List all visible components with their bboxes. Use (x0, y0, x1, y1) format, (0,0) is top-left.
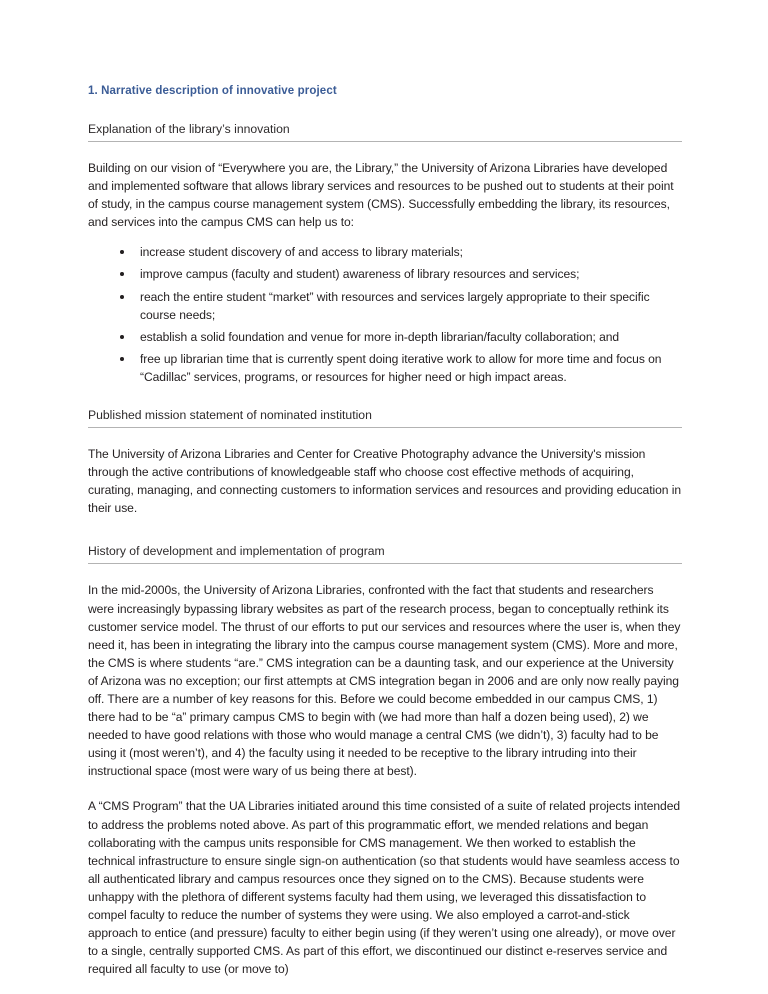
section-paragraph-explanation: Building on our vision of “Everywhere you are, the Library,” the University of Arizona Libraries have developed and implemented software that allows library services and resources to be pushed out to students at their point of study, in the campus course management system (CMS). Successfully embedding the library, its resources, and services into the campus CMS can help us to: (88, 161, 674, 230)
list-item (88, 350, 682, 386)
list-item-label: reach the entire student “market” with resources and services largely appropriate to their specific course needs; (140, 289, 650, 322)
list-item-label: improve campus (faculty and student) awareness of library resources and services; (140, 267, 580, 282)
spacer (88, 231, 682, 243)
list-item-label: increase student discovery of and access to library materials; (140, 245, 463, 260)
spacer (88, 428, 682, 445)
bullet-point-icon (120, 272, 124, 276)
section-paragraph-history-1: In the mid-2000s, the University of Arizona Libraries, confronted with the fact that students and researchers were increasingly bypassing library websites as part of the research process, began to conceptually rethink its customer service model. The thrust of our efforts to put our services and resources where the user is, when they need it, has been in integrating the library into the campus course management system (CMS). More and more, the CMS is where students “are.” CMS integration can be a daunting task, and our experience at the University of Arizona was no exception; our first attempts at CMS integration began in 2006 and are only now really paying off. There are a number of key reasons for this. Before we could become embedded in our campus CMS, 1) there had to be “a” primary campus CMS to begin with (we had more than half a dozen being used), 2) we needed to have good relations with those who would manage a central CMS (we didn’t), 3) faculty had to be using it (most weren’t), and 4) the faculty using it needed to be receptive to the library intruding into their instructional space (most were wary of us being there at best). (88, 583, 681, 779)
section-heading-mission-statement: Published mission statement of nominated institution (88, 407, 682, 428)
list-item (88, 265, 682, 283)
section-heading-history: History of development and implementation of program (88, 543, 682, 564)
spacer (88, 142, 682, 159)
spacer (88, 780, 682, 797)
spacer (88, 564, 682, 581)
bullet-point-icon (120, 335, 124, 339)
innovation-benefits-list (88, 243, 682, 386)
document-content (88, 84, 682, 978)
spacer (88, 386, 682, 407)
section-paragraph-history-2: A “CMS Program” that the UA Libraries initiated around this time consisted of a suite of related projects intended to address the problems noted above. As part of this programmatic effort, we mended relations and began collaborating with the campus units responsible for CMS management. We then worked to establish the technical infrastructure to ensure single sign-on authentication (so that students would have seamless access to all authenticated library and campus resources once they signed on to the CMS). Because students were unhappy with the plethora of different systems faculty had them using, we leveraged this dissatisfaction to compel faculty to reduce the number of systems they were using. We also employed a carrot-and-stick approach to entice (and pressure) faculty to either begin using (if they weren’t using one already), or move over to a single, centrally supported CMS. As part of this effort, we discontinued our distinct e-reserves service and required all faculty to use (or move to) (88, 799, 681, 977)
list-item-label: establish a solid foundation and venue for more in-depth librarian/faculty collaboration; and (140, 329, 620, 344)
bullet-point-icon (120, 357, 124, 361)
list-item (88, 243, 682, 261)
list-item (88, 328, 682, 346)
list-item-label: free up librarian time that is currently spent doing iterative work to allow for more time and focus on “Cadillac” services, programs, or resources for higher need or high impact areas. (140, 351, 662, 384)
section-heading-explanation: Explanation of the library’s innovation (88, 121, 682, 142)
spacer (88, 517, 682, 543)
bullet-point-icon (120, 295, 124, 299)
bullet-point-icon (120, 250, 124, 254)
page-title: 1. Narrative description of innovative project (88, 85, 337, 97)
section-paragraph-mission-statement: The University of Arizona Libraries and Center for Creative Photography advance the University's mission through the active contributions of knowledgeable staff who choose cost effective methods of acquiring, curating, managing, and connecting customers to information services and resources and providing education in their use. (88, 447, 682, 516)
list-item (88, 288, 682, 324)
